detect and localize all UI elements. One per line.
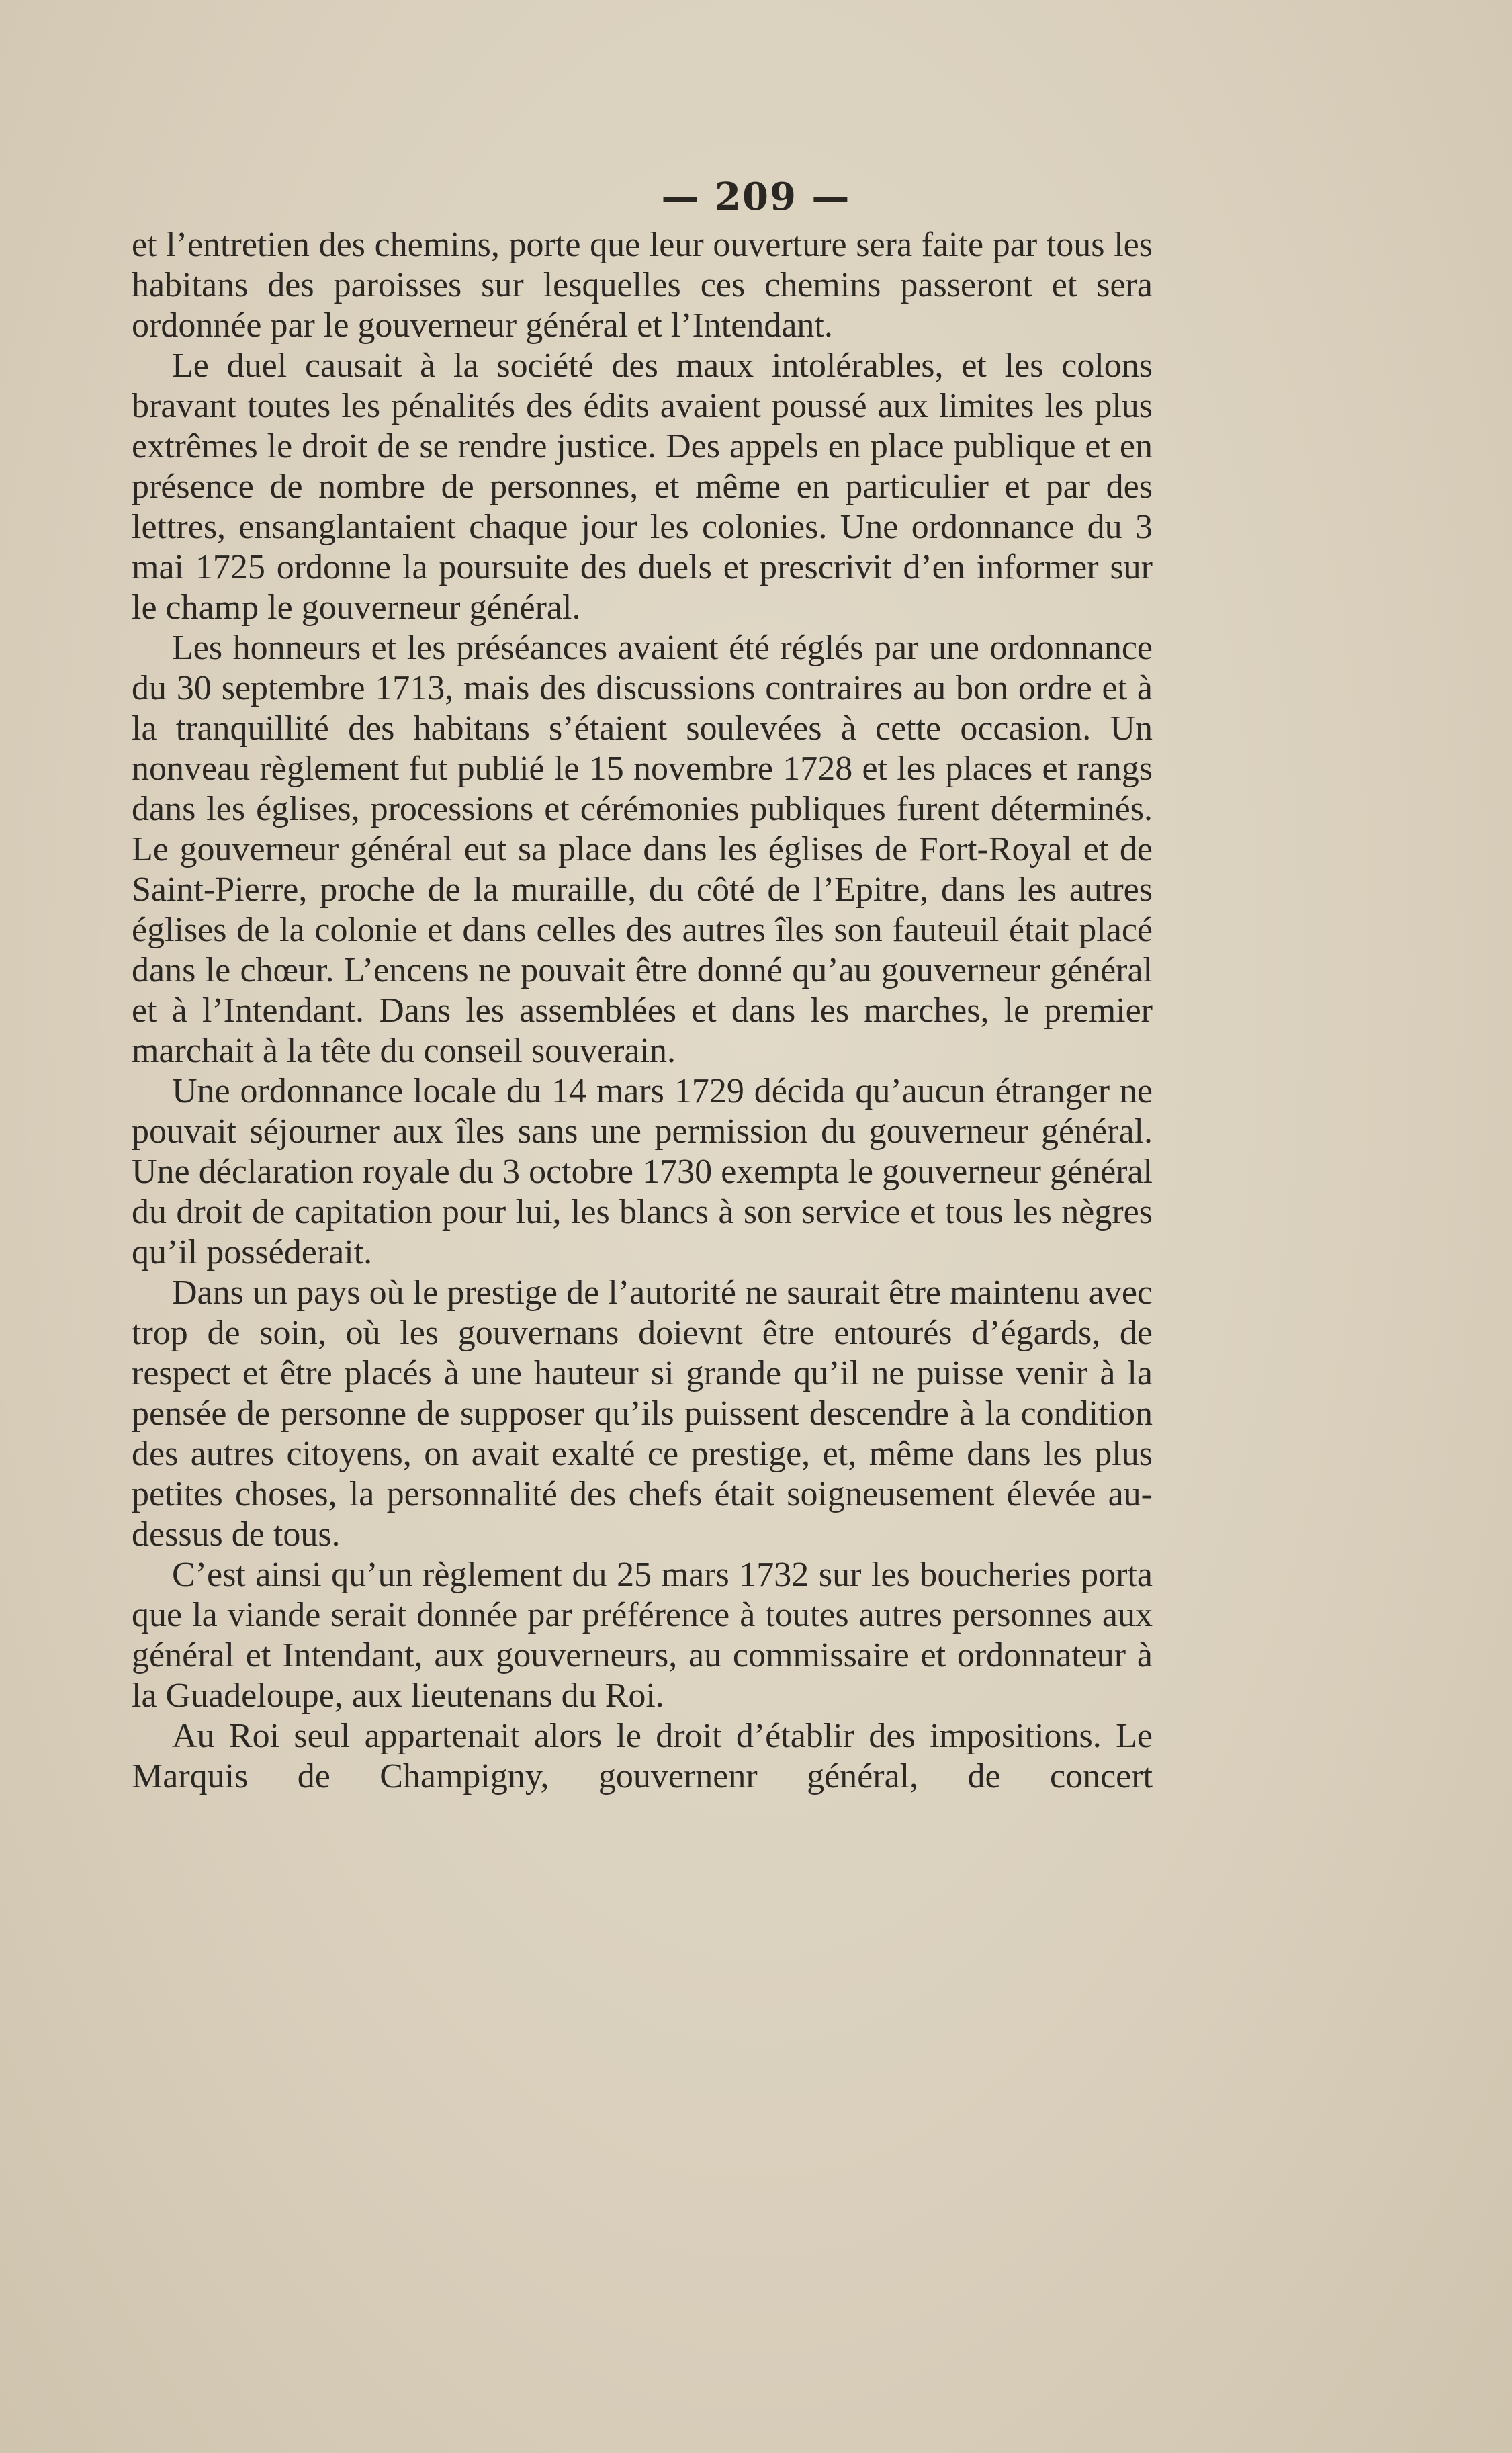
paragraph-3: Les honneurs et les préséances avaient été réglés par une ordonnance du 30 septembre 1713, mais des discussions contraires au bon ordre et à la tranquillité des habitans s’étaient soulevées à cette occasion. Un nonveau règlement fut publié le 15 novembre 1728 et les places et rangs dans les églises, processions et cérémonies publiques furent déterminés. Le gouverneur général eut sa place dans les églises de Fort-Royal et de Saint-Pierre, proche de la muraille, du côté de l’Epitre, dans les autres églises de la colonie et dans celles des autres îles son fauteuil était placé dans le chœur. L’encens ne pouvait être donné qu’au gouverneur général et à l’Intendant. Dans les assemblées et dans les marches, le premier marchait à la tête du conseil souverain. — [132, 629, 1153, 1070]
paragraph-7: Au Roi seul appartenait alors le droit d’établir des impositions. Le Marquis de Champigny, gouvernenr général, de concert — [132, 1717, 1153, 1795]
paragraph-6: C’est ainsi qu’un règlement du 25 mars 1732 sur les boucheries porta que la viande serait donnée par préférence à toutes autres personnes aux général et Intendant, aux gouverneurs, au commissaire et ordonnateur à la Guadeloupe, aux lieutenans du Roi. — [132, 1556, 1153, 1715]
paragraph-5: Dans un pays où le prestige de l’autorité ne saurait être maintenu avec trop de soin, où les gouvernans doievnt être entourés d’égards, de respect et être placés à une hauteur si grande qu’il ne puisse venir à la pensée de personne de supposer qu’ils puissent descendre à la condition des autres citoyens, on avait exalté ce prestige, et, même dans les plus petites choses, la personnalité des chefs était soigneusement élevée au-dessus de tous. — [132, 1274, 1153, 1554]
body-text — [132, 225, 1153, 1797]
paragraph-2: Le duel causait à la société des maux intolérables, et les colons bravant toutes les pénalités des édits avaient poussé aux limites les plus extrêmes le droit de se rendre justice. Des appels en place publique et en présence de nombre de personnes, et même en particulier et par des lettres, ensanglantaient chaque jour les colonies. Une ordonnance du 3 mai 1725 ordonne la poursuite des duels et prescrivit d’en informer sur le champ le gouverneur général. — [132, 347, 1153, 627]
page-number: — 209 — — [661, 175, 851, 219]
paragraph-1: et l’entretien des chemins, porte que leur ouverture sera faite par tous les habitans des paroisses sur lesquelles ces chemins passeront et sera ordonnée par le gouverneur général et l’Intendant. — [132, 226, 1153, 345]
paragraph-4: Une ordonnance locale du 14 mars 1729 décida qu’aucun étranger ne pouvait séjourner aux îles sans une permission du gouverneur général. Une déclaration royale du 3 octobre 1730 exempta le gouverneur général du droit de capitation pour lui, les blancs à son service et tous les nègres qu’il posséderait. — [132, 1072, 1153, 1272]
